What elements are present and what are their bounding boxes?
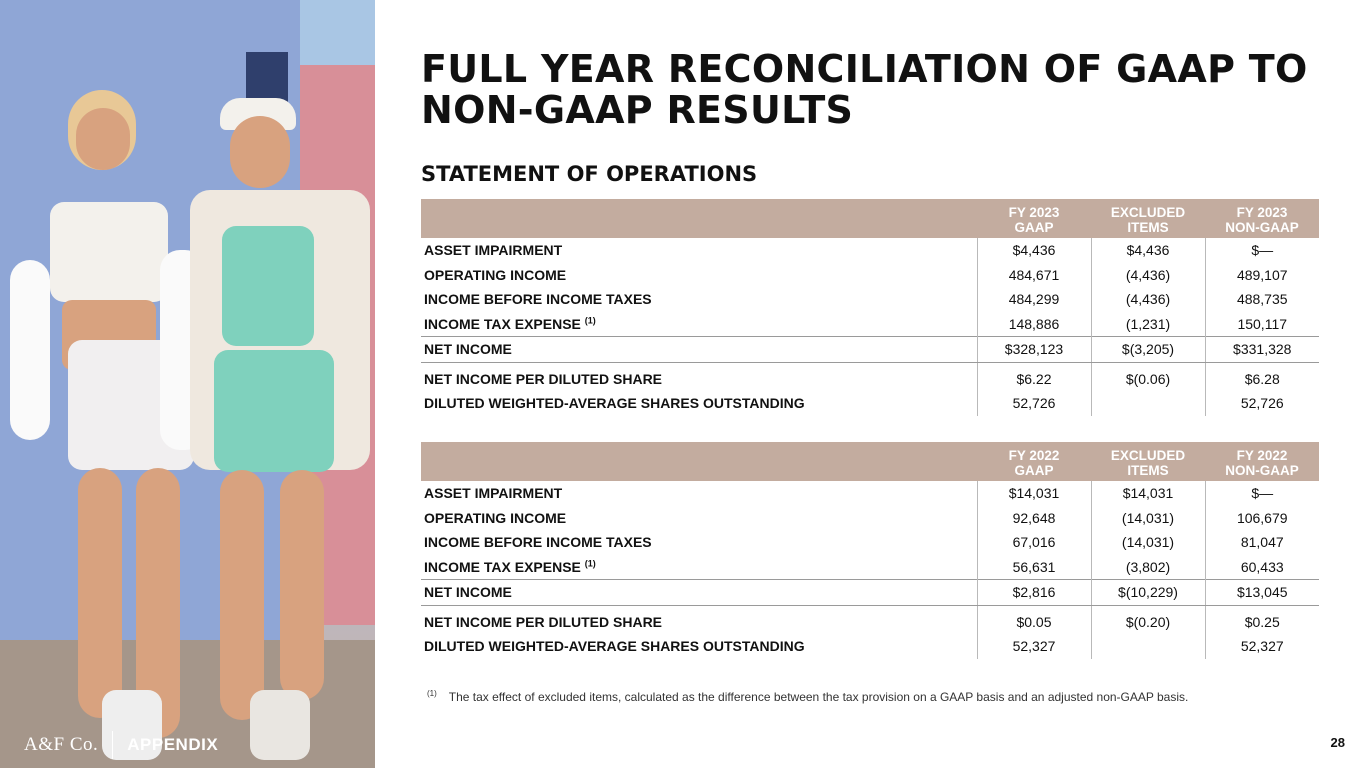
table-row: INCOME TAX EXPENSE $^{(1)}$ 148,886 (1,231) 150,117	[421, 312, 1319, 337]
fy2022-reconciliation-table	[421, 442, 1319, 659]
table-row: OPERATING INCOME 92,648 (14,031) 106,679	[421, 506, 1319, 531]
page-title: FULL YEAR RECONCILIATION OF GAAP TO NON-GAAP RESULTS	[421, 47, 1308, 132]
company-logo: A&F Co.	[24, 734, 99, 755]
table-row: NET INCOME PER DILUTED SHARE $6.22 $(0.06) $6.28	[421, 362, 1319, 391]
table-row: DILUTED WEIGHTED-AVERAGE SHARES OUTSTANDING 52,327 52,327	[421, 634, 1319, 659]
header-label-cell	[421, 442, 977, 481]
header-excluded-items: EXCLUDED ITEMS	[1091, 199, 1205, 238]
header-gaap: FY 2023 GAAP	[977, 199, 1091, 238]
section-label: APPENDIX	[127, 735, 219, 754]
section-subtitle: STATEMENT OF OPERATIONS	[421, 162, 758, 186]
header-label-cell	[421, 199, 977, 238]
footnote-marker: (1)	[427, 689, 437, 698]
footnote-text: The tax effect of excluded items, calculated as the difference between the tax provision on a GAAP basis and an adjusted non-GAAP basis.	[448, 690, 1189, 704]
table-row: DILUTED WEIGHTED-AVERAGE SHARES OUTSTANDING 52,726 52,726	[421, 391, 1319, 416]
table-row: NET INCOME $328,123 $(3,205) $331,328	[421, 337, 1319, 363]
header-gaap: FY 2022 GAAP	[977, 442, 1091, 481]
footnote-ref: (1)	[584, 315, 596, 326]
table-row: ASSET IMPAIRMENT $14,031 $14,031 $—	[421, 481, 1319, 506]
table-row: INCOME BEFORE INCOME TAXES 67,016 (14,031) 81,047	[421, 530, 1319, 555]
footnote-ref: (1)	[584, 558, 596, 569]
brand-footer	[24, 731, 218, 759]
table-row: OPERATING INCOME 484,671 (4,436) 489,107	[421, 263, 1319, 288]
brand-divider	[112, 731, 113, 759]
header-non-gaap: FY 2022 NON-GAAP	[1205, 442, 1319, 481]
table-row: NET INCOME PER DILUTED SHARE $0.05 $(0.20) $0.25	[421, 605, 1319, 634]
footnote	[427, 690, 1188, 704]
header-excluded-items: EXCLUDED ITEMS	[1091, 442, 1205, 481]
hero-photo	[0, 0, 375, 768]
table-header-row	[421, 442, 1319, 481]
table-row: NET INCOME $2,816 $(10,229) $13,045	[421, 580, 1319, 606]
fy2023-reconciliation-table	[421, 199, 1319, 416]
table-row: ASSET IMPAIRMENT $4,436 $4,436 $—	[421, 238, 1319, 263]
table-row: INCOME TAX EXPENSE $^{(1)}$ 56,631 (3,802) 60,433	[421, 555, 1319, 580]
table-header-row	[421, 199, 1319, 238]
page-number: 28	[1330, 735, 1345, 750]
header-non-gaap: FY 2023 NON-GAAP	[1205, 199, 1319, 238]
table-row: INCOME BEFORE INCOME TAXES 484,299 (4,436) 488,735	[421, 287, 1319, 312]
